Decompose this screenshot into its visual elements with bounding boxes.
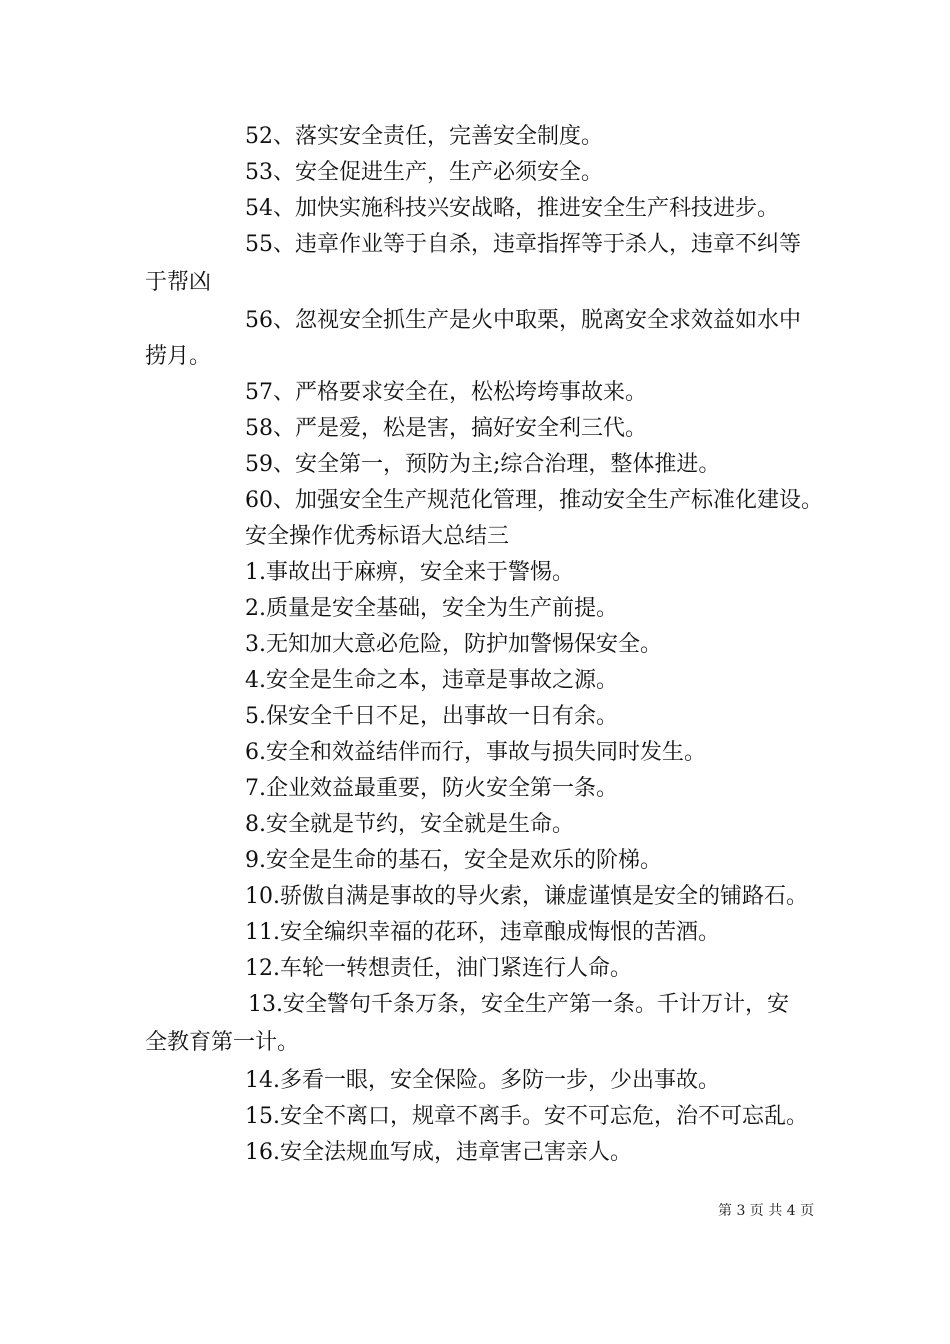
- slogan-line-58: 58、严是爱，松是害，搞好安全利三代。: [245, 416, 647, 441]
- slogan-line-4: 4.安全是生命之本，违章是事故之源。: [245, 668, 618, 693]
- slogan-line-13: 13.安全警句千条万条，安全生产第一条。千计万计，安: [248, 992, 789, 1017]
- slogan-line-11: 11.安全编织幸福的花环，违章酿成悔恨的苦酒。: [245, 920, 720, 945]
- page-number-footer: 第 3 页 共 4 页: [718, 1203, 815, 1219]
- slogan-line-15: 15.安全不离口，规章不离手。安不可忘危，治不可忘乱。: [245, 1104, 808, 1129]
- slogan-line-2: 2.质量是安全基础，安全为生产前提。: [245, 596, 618, 621]
- slogan-line-55-cont: 于帮凶: [145, 270, 212, 295]
- slogan-line-55: 55、违章作业等于自杀，违章指挥等于杀人，违章不纠等: [245, 232, 801, 257]
- slogan-line-12: 12.车轮一转想责任，油门紧连行人命。: [245, 956, 632, 981]
- slogan-line-59: 59、安全第一，预防为主;综合治理，整体推进。: [245, 452, 721, 477]
- slogan-line-10: 10.骄傲自满是事故的导火索，谦虚谨慎是安全的铺路石。: [245, 884, 808, 909]
- slogan-line-14: 14.多看一眼，安全保险。多防一步，少出事故。: [245, 1068, 720, 1093]
- slogan-line-57: 57、严格要求安全在，松松垮垮事故来。: [245, 380, 647, 405]
- slogan-line-56: 56、忽视安全抓生产是火中取栗，脱离安全求效益如水中: [245, 308, 801, 333]
- slogan-line-9: 9.安全是生命的基石，安全是欢乐的阶梯。: [245, 848, 662, 873]
- slogan-line-8: 8.安全就是节约，安全就是生命。: [245, 812, 574, 837]
- slogan-line-5: 5.保安全千日不足，出事故一日有余。: [245, 704, 618, 729]
- slogan-line-7: 7.企业效益最重要，防火安全第一条。: [245, 776, 618, 801]
- slogan-line-1: 1.事故出于麻痹，安全来于警惕。: [245, 560, 574, 585]
- slogan-line-16: 16.安全法规血写成，违章害己害亲人。: [245, 1140, 632, 1165]
- slogan-line-54: 54、加快实施科技兴安战略，推进安全生产科技进步。: [245, 196, 779, 221]
- slogan-line-3: 3.无知加大意必危险，防护加警惕保安全。: [245, 632, 662, 657]
- slogan-line-53: 53、安全促进生产，生产必须安全。: [245, 160, 603, 185]
- section-heading: 安全操作优秀标语大总结三: [245, 524, 510, 549]
- slogan-line-56-cont: 捞月。: [145, 344, 212, 369]
- slogan-line-13-cont: 全教育第一计。: [145, 1030, 300, 1055]
- slogan-line-52: 52、落实安全责任，完善安全制度。: [245, 124, 603, 149]
- slogan-line-60: 60、加强安全生产规范化管理，推动安全生产标准化建设。: [245, 488, 823, 513]
- slogan-line-6: 6.安全和效益结伴而行，事故与损失同时发生。: [245, 740, 706, 765]
